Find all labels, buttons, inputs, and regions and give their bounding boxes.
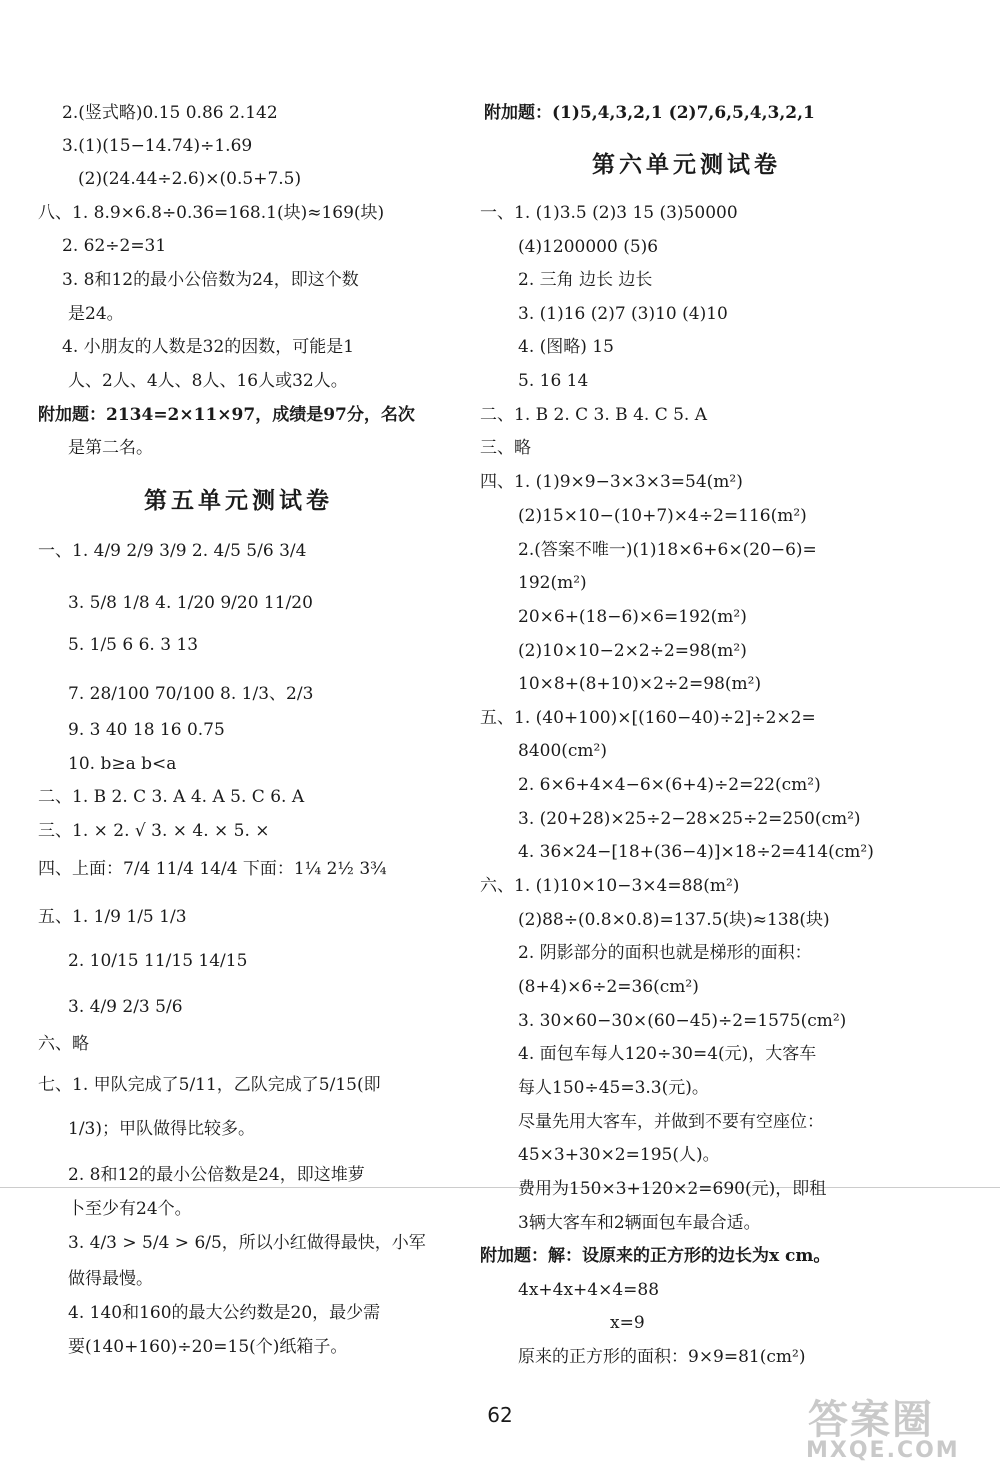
unit5-title: 第五单元测试卷 (144, 487, 333, 514)
answer-line: 2. 10/15 11/15 14/15 (68, 951, 248, 971)
answer-line: 4. 140和160的最大公约数是20，最少需 (68, 1303, 381, 1323)
answer-line: 六、1. (1)10×10−3×4=88(m²) (480, 876, 740, 896)
bonus-question-line: 附加题：2134=2×11×97，成绩是97分，名次 (38, 405, 415, 425)
unit6-title: 第六单元测试卷 (592, 151, 781, 178)
answer-line: 2. 8和12的最小公倍数是24，即这堆萝 (68, 1165, 365, 1185)
answer-line: 2.(竖式略)0.15 0.86 2.142 (62, 103, 278, 123)
answer-line: 一、1. (1)3.5 (2)3 15 (3)50000 (480, 203, 738, 223)
answer-line: 四、上面：7/4 11/4 14/4 下面：1¼ 2½ 3¾ (38, 859, 387, 879)
answer-line: 人、2人、4人、8人、16人或32人。 (68, 371, 348, 391)
answer-line: 三、略 (480, 438, 531, 458)
answer-line: 7. 28/100 70/100 8. 1/3、2/3 (68, 684, 314, 704)
answer-line: 3. (1)16 (2)7 (3)10 (4)10 (518, 304, 728, 324)
answer-line: 1/3)；甲队做得比较多。 (68, 1119, 255, 1139)
answer-line: 192(m²) (518, 573, 587, 593)
answer-line: (4)1200000 (5)6 (518, 237, 659, 257)
answer-line: 原来的正方形的面积：9×9=81(cm²) (518, 1347, 806, 1367)
answer-line: 是24。 (68, 304, 124, 324)
answer-line: 10. b≥a b<a (68, 754, 177, 774)
answer-line: 3. 30×60−30×(60−45)÷2=1575(cm²) (518, 1011, 847, 1031)
answer-line: 做得最慢。 (68, 1269, 153, 1289)
answer-line: 五、1. (40+100)×[(160−40)÷2]÷2×2= (480, 708, 816, 728)
answer-line: 3. 4/9 2/3 5/6 (68, 997, 183, 1017)
answer-line: 4. 36×24−[18+(36−4)]×18÷2=414(cm²) (518, 842, 874, 862)
answer-line: 9. 3 40 18 16 0.75 (68, 720, 225, 740)
watermark-url: MXQE.COM (806, 1438, 960, 1463)
answer-line: 3. 8和12的最小公倍数为24，即这个数 (62, 270, 359, 290)
answer-line: 2. 62÷2=31 (62, 236, 167, 256)
answer-line: 七、1. 甲队完成了5/11，乙队完成了5/15(即 (38, 1075, 381, 1095)
answer-line: 二、1. B 2. C 3. B 4. C 5. A (480, 405, 708, 425)
answer-line: 要(140+160)÷20=15(个)纸箱子。 (68, 1337, 348, 1357)
answer-line: 一、1. 4/9 2/9 3/9 2. 4/5 5/6 3/4 (38, 541, 307, 561)
answer-line: 2. 6×6+4×4−6×(6+4)÷2=22(cm²) (518, 775, 821, 795)
answer-line: 3. 4/3 > 5/4 > 6/5，所以小红做得最快，小军 (68, 1233, 426, 1253)
answer-line: 2. 阴影部分的面积也就是梯形的面积： (518, 943, 812, 963)
answer-line: (2)88÷(0.8×0.8)=137.5(块)≈138(块) (518, 910, 830, 930)
answer-line: 20×6+(18−6)×6=192(m²) (518, 607, 747, 627)
page-fold-line (0, 1187, 1000, 1188)
answer-line: 3辆大客车和2辆面包车最合适。 (518, 1213, 761, 1233)
answer-line: 2. 三角 边长 边长 (518, 270, 653, 290)
answer-line: 5. 1/5 6 6. 3 13 (68, 635, 199, 655)
watermark-text: 答案圈 (808, 1397, 934, 1443)
answer-line: 4x+4x+4×4=88 (518, 1280, 660, 1300)
answer-line: (2)(24.44÷2.6)×(0.5+7.5) (78, 169, 302, 189)
answer-line: 是第二名。 (68, 438, 153, 458)
bonus-question-line: 附加题：(1)5,4,3,2,1 (2)7,6,5,4,3,2,1 (484, 103, 815, 123)
answer-line: 45×3+30×2=195(人)。 (518, 1145, 720, 1165)
answer-line: 3.(1)(15−14.74)÷1.69 (62, 136, 253, 156)
answer-line: 六、略 (38, 1034, 89, 1054)
answer-line: (2)10×10−2×2÷2=98(m²) (518, 641, 747, 661)
answer-line: 2.(答案不唯一)(1)18×6+6×(20−6)= (518, 540, 817, 560)
answer-line: (8+4)×6÷2=36(cm²) (518, 977, 699, 997)
answer-line: 4. (图略) 15 (518, 337, 614, 357)
watermark-logo (800, 1388, 990, 1466)
answer-line: 8400(cm²) (518, 741, 607, 761)
answer-line: 10×8+(8+10)×2÷2=98(m²) (518, 674, 762, 694)
answer-line: 3. 5/8 1/8 4. 1/20 9/20 11/20 (68, 593, 313, 613)
bonus-question-line: 附加题：解：设原来的正方形的边长为x cm。 (480, 1246, 831, 1266)
answer-line: 三、1. × 2. √ 3. × 4. × 5. × (38, 821, 270, 841)
answer-line: (2)15×10−(10+7)×4÷2=116(m²) (518, 506, 807, 526)
answer-line: 4. 面包车每人120÷30=4(元)，大客车 (518, 1044, 817, 1064)
answer-line: 尽量先用大客车，并做到不要有空座位： (518, 1112, 824, 1132)
answer-line: 5. 16 14 (518, 371, 589, 391)
page-number: 62 (487, 1403, 513, 1427)
answer-line: 二、1. B 2. C 3. A 4. A 5. C 6. A (38, 787, 305, 807)
answer-line: 4. 小朋友的人数是32的因数，可能是1 (62, 337, 355, 357)
answer-line: 八、1. 8.9×6.8÷0.36=168.1(块)≈169(块) (38, 203, 385, 223)
answer-line: 每人150÷45=3.3(元)。 (518, 1078, 709, 1098)
answer-line: x=9 (610, 1313, 645, 1333)
answer-line: 卜至少有24个。 (68, 1199, 192, 1219)
answer-line: 四、1. (1)9×9−3×3×3=54(m²) (480, 472, 743, 492)
answer-line: 费用为150×3+120×2=690(元)，即租 (518, 1179, 827, 1199)
answer-line: 3. (20+28)×25÷2−28×25÷2=250(cm²) (518, 809, 861, 829)
answer-line: 五、1. 1/9 1/5 1/3 (38, 907, 187, 927)
